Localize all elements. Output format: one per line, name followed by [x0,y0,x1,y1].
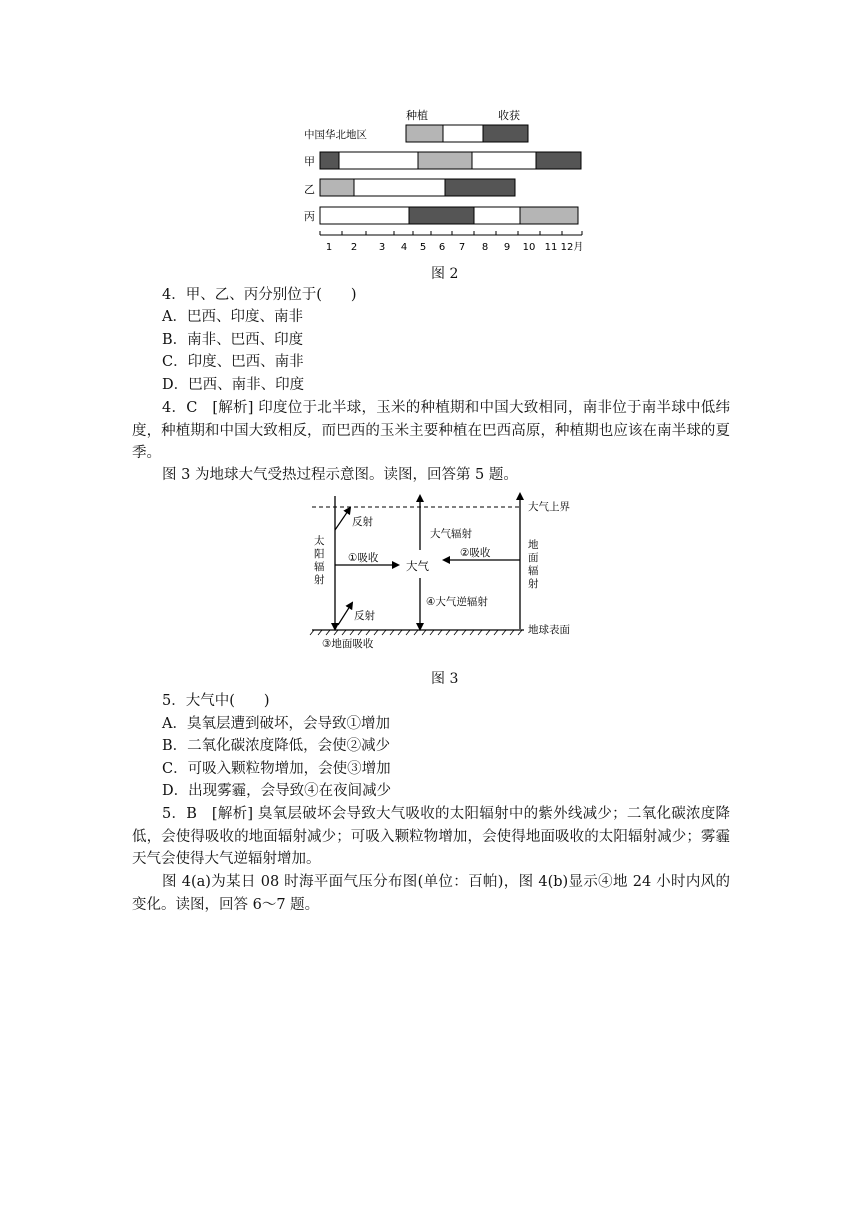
month-tick-7: 7 [458,242,466,253]
ground-radiation-label-1: 地 [528,539,539,551]
ground-absorb-label: ③地面吸收 [322,638,374,650]
month-tick-9: 9 [503,242,511,253]
month-tick-2: 2 [350,242,358,253]
jia-planting [418,152,472,169]
solar-radiation-label-1: 太 [314,535,325,547]
jia-harvest-end [536,152,581,169]
q5-answer [132,803,730,871]
row-label-north-china: 中国华北地区 [304,129,367,141]
reflect-top-arrow [335,508,350,530]
q4-option-b: B．南非、巴西、印度 [162,332,304,348]
month-tick-11: 11 [544,242,558,253]
month-tick-8: 8 [481,242,489,253]
counter-radiation-label: ④大气逆辐射 [426,596,488,608]
ground-hatching [310,630,522,635]
figure-3-caption: 图 3 [431,671,459,687]
month-tick-6: 6 [438,242,446,253]
row-label-jia: 甲 [304,155,315,168]
yi-planting [320,179,354,196]
ground-radiation-label-3: 辐 [528,565,539,577]
atm-radiation-label: 大气辐射 [430,528,472,540]
q4-option-c: C．印度、巴西、南非 [162,354,304,370]
bar-north-china [406,125,528,142]
q4-option-d: D．巴西、南非、印度 [162,377,305,393]
north-china-harvest [483,125,528,142]
ground-radiation-label-4: 射 [528,578,539,590]
absorb-2-label: ②吸收 [460,547,491,559]
legend-harvest-label: 收获 [498,109,520,122]
month-tick-5: 5 [419,242,427,253]
bar-yi [320,179,515,196]
q5-stem: 5．大气中( ) [162,693,270,709]
ground-radiation-label-2: 面 [528,552,539,564]
q4-stem: 4．甲、乙、丙分别位于( ) [162,287,357,303]
month-tick-10: 10 [522,242,536,253]
intro-question-5: 图 3 为地球大气受热过程示意图。读图，回答第 5 题。 [162,467,518,483]
yi-harvest [445,179,515,196]
reflect-bottom-label: 反射 [354,610,375,622]
bar-jia [320,152,581,169]
bar-bing [320,207,578,224]
q5-option-a: A．臭氧层遭到破坏，会导致①增加 [162,716,390,732]
q5-answer-prefix: 5．B [解析] [162,806,254,822]
solar-radiation-label-2: 阳 [314,548,325,560]
reflect-top-label: 反射 [352,516,373,528]
figure-2-crop-calendar [296,104,596,256]
month-tick-3: 3 [378,242,386,253]
jia-harvest-start [320,152,339,169]
row-label-yi: 乙 [304,183,315,196]
top-boundary-label: 大气上界 [528,501,570,513]
q5-option-d: D．出现雾霾，会导致④在夜间减少 [162,783,392,799]
reflect-bottom-arrow [338,603,352,625]
q4-answer-text: 印度位于北半球，玉米的种植期和中国大致相同，南非位于南半球中低纬度，种植期和中国大致相反，而巴西的玉米主要种植在巴西高原，种植期也应该在南半球的夏季。 [132,400,730,461]
figure-2-caption: 图 2 [431,266,459,282]
bing-harvest [409,207,474,224]
figure-3-atmosphere-heating [302,490,592,650]
month-tick-12: 12月 [560,242,584,253]
q5-option-b: B．二氧化碳浓度降低，会使②减少 [162,738,391,754]
q4-option-a: A．巴西、印度、南非 [162,309,303,325]
month-tick-1: 1 [325,242,333,253]
north-china-planting [406,125,443,142]
legend-plant-label: 种植 [406,109,428,122]
solar-radiation-label-4: 射 [314,574,325,586]
solar-radiation-label-3: 辐 [314,561,325,573]
q5-option-c: C．可吸入颗粒物增加，会使③增加 [162,761,391,777]
earth-surface-label: 地球表面 [528,624,570,636]
month-tick-4: 4 [400,242,408,253]
month-axis [320,231,583,253]
q4-answer-prefix: 4．C [解析] [162,400,254,416]
q5-answer-text: 臭氧层破坏会导致大气吸收的太阳辐射中的紫外线减少；二氧化碳浓度降低，会使得吸收的地面辐射减少；可吸入颗粒物增加，会使得地面吸收的太阳辐射减少；雾霾天气会使得大气逆辐射增加。 [132,806,731,867]
atmosphere-label: 大气 [406,559,429,573]
q4-answer [132,397,730,465]
row-label-bing: 丙 [304,210,315,223]
absorb-1-label: ①吸收 [348,552,379,564]
intro-questions-6-7: 图 4(a)为某日 08 时海平面气压分布图(单位：百帕)，图 4(b)显示④地 24 小时内风的变化。读图，回答 6～7 题。 [132,874,730,913]
bing-planting [520,207,578,224]
